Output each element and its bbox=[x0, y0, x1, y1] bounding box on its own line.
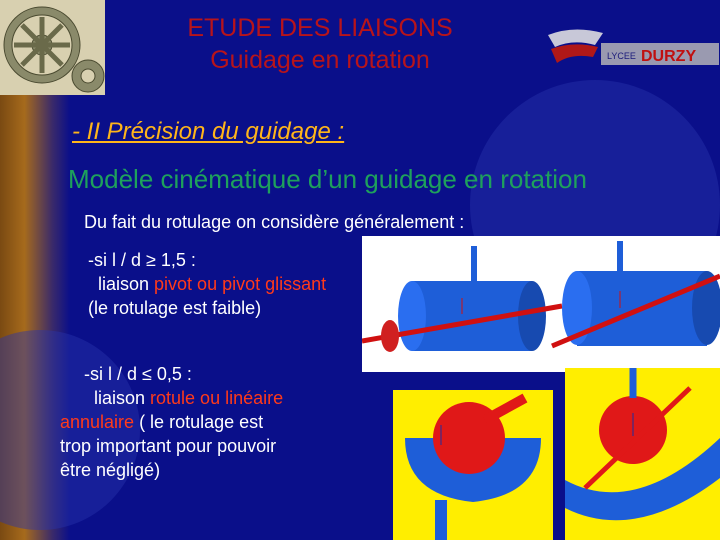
section-heading: - II Précision du guidage : bbox=[72, 118, 345, 145]
case2-line3 bbox=[60, 410, 283, 434]
title-line-2: Guidage en rotation bbox=[210, 46, 430, 74]
case2-liaison-names-2: annulaire bbox=[60, 412, 135, 432]
case2-block bbox=[60, 362, 284, 482]
case2-liaison-prefix: liaison bbox=[94, 388, 151, 408]
case1-note: (le rotulage est faible) bbox=[88, 298, 262, 318]
case1-block bbox=[88, 248, 326, 320]
svg-text:DURZY: DURZY bbox=[641, 48, 697, 65]
slide-title bbox=[120, 12, 520, 76]
gear-icon bbox=[0, 0, 105, 95]
case2-condition: -si l / d ≤ 0,5 : bbox=[84, 364, 192, 384]
lineaire-annulaire-diagram bbox=[565, 368, 720, 540]
intro-text: Du fait du rotulage on considère généralement : bbox=[84, 212, 465, 232]
case2-liaison-names-1: rotule ou linéaire bbox=[150, 388, 284, 408]
case1-condition: -si l / d ≥ 1,5 : bbox=[88, 250, 196, 270]
title-line-1: ETUDE DES LIAISONS bbox=[187, 14, 453, 42]
case2-note-1: ( le rotulage est bbox=[134, 412, 264, 432]
section-subtitle: Modèle cinématique d’un guidage en rotation bbox=[68, 164, 587, 194]
case2-note-3: être négligé) bbox=[60, 460, 161, 480]
case1-liaison-names: pivot ou pivot glissant bbox=[154, 274, 327, 294]
case2-liaison bbox=[84, 386, 283, 410]
svg-text:LYCEE: LYCEE bbox=[607, 51, 636, 61]
pivot-diagram bbox=[362, 236, 720, 372]
lycee-logo bbox=[543, 25, 720, 77]
case1-liaison-prefix: liaison bbox=[98, 274, 155, 294]
case2-note-2: trop important pour pouvoir bbox=[60, 436, 277, 456]
case1-liaison bbox=[88, 272, 326, 296]
rotule-diagram bbox=[393, 390, 553, 540]
